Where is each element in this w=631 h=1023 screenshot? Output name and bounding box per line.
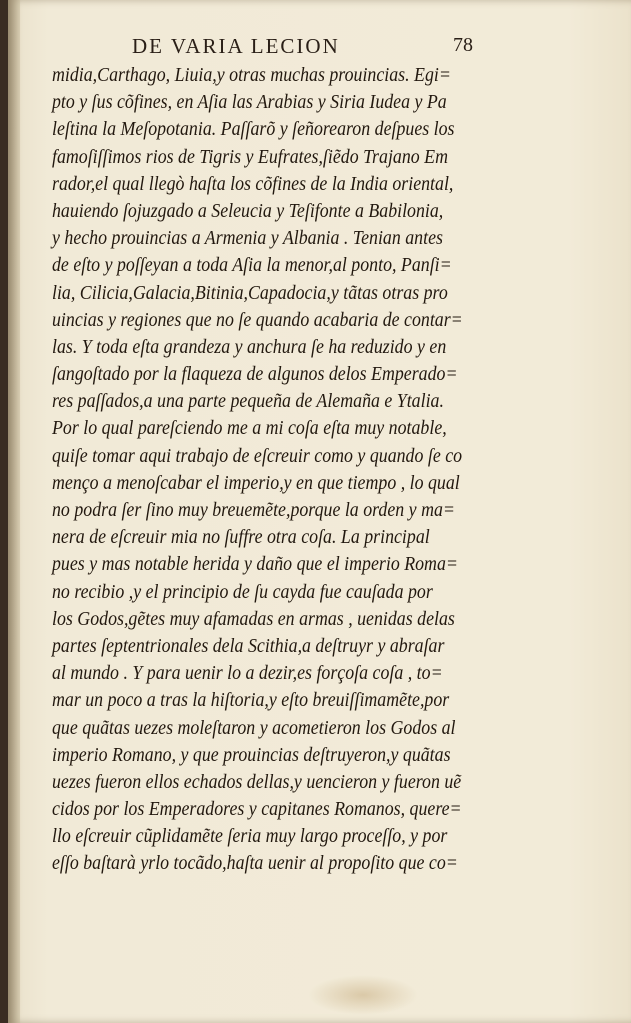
page-number: 78 [453, 34, 473, 56]
text-line: al mundo . Y para uenir lo a dezir,es forçoſa coſa , to= [52, 663, 443, 685]
text-line: leſtina la Meſopotania. Paſſarõ y ſeñorearon deſpues los [52, 119, 455, 141]
text-line: pues y mas notable herida y daño que el imperio Roma= [52, 554, 458, 576]
text-line: y hecho prouincias a Armenia y Albania . Tenian antes [52, 228, 443, 250]
page-header [8, 34, 631, 64]
text-line: eſſo baſtarà yrlo tocãdo,haſta uenir al propoſito que co= [52, 853, 458, 875]
paper-stain [308, 975, 418, 1015]
text-line: midia,Carthago, Liuia,y otras muchas prouincias. Egi= [52, 65, 451, 86]
running-title: DE VARIA LECION [132, 34, 340, 58]
text-line: nera de eſcreuir mia no ſuffre otra coſa. La principal [52, 527, 430, 549]
text-line: Por lo qual pareſciendo me a mi coſa eſta muy notable, [52, 418, 447, 440]
text-line: las. Y toda eſta grandeza y anchura ſe ha reduzido y en [52, 336, 447, 358]
text-line: pto y ſus cõfines, en Aſia las Arabias y Siria Iudea y Pa [52, 92, 447, 114]
text-line: llo eſcreuir cũplidamẽte ſeria muy largo proceſſo, y por [52, 826, 448, 848]
text-line: rador,el qual llegò haſta los cõfines de la India oriental, [52, 173, 454, 195]
text-line: no podra ſer ſino muy breuemẽte,porque la orden y ma= [52, 500, 455, 521]
text-line: partes ſeptentrionales dela Scithia,a deſtruyr y abraſar [52, 635, 445, 657]
text-line: lia, Cilicia,Galacia,Bitinia,Capadocia,y tãtas otras pro [52, 282, 448, 304]
text-line: de eſto y poſſeyan a toda Aſia la menor,al ponto, Panſi= [52, 255, 452, 277]
text-line: que quãtas uezes moleſtaron y acometieron los Godos al [52, 717, 456, 739]
text-line: los Godos,gẽtes muy afamadas en armas , uenidas delas [52, 608, 455, 630]
text-line: imperio Romano, y que prouincias deſtruyeron,y quãtas [52, 744, 451, 766]
text-line: quiſe tomar aqui trabajo de eſcreuir como y quando ſe co [52, 445, 463, 467]
text-line: famoſiſſimos rios de Tigris y Eufrates,ſiẽdo Trajano Em [52, 146, 448, 168]
text-line: uezes fueron ellos echados dellas,y uencieron y fueron uẽ [52, 771, 462, 793]
text-line: ſangoſtado por la flaqueza de algunos delos Emperado= [52, 364, 458, 386]
text-line: menço a menoſcabar el imperio,y en que tiempo , lo qual [52, 472, 460, 494]
book-page [8, 0, 631, 1023]
text-line: mar un poco a tras la hiſtoria,y eſto breuiſſimamẽte,por [52, 690, 450, 712]
page-gutter-shadow [8, 0, 20, 1023]
text-line: res paſſados,a una parte pequeña de Alemaña e Ytalia. [52, 391, 444, 413]
text-line: no recibio ,y el principio de ſu cayda fue cauſada por [52, 581, 433, 603]
text-line: cidos por los Emperadores y capitanes Romanos, quere= [52, 799, 462, 821]
text-line: uincias y regiones que no ſe quando acabaria de contar= [52, 309, 463, 331]
body-text [52, 62, 552, 878]
text-line: hauiendo ſojuzgado a Seleucia y Teſifonte a Babilonia, [52, 200, 444, 222]
